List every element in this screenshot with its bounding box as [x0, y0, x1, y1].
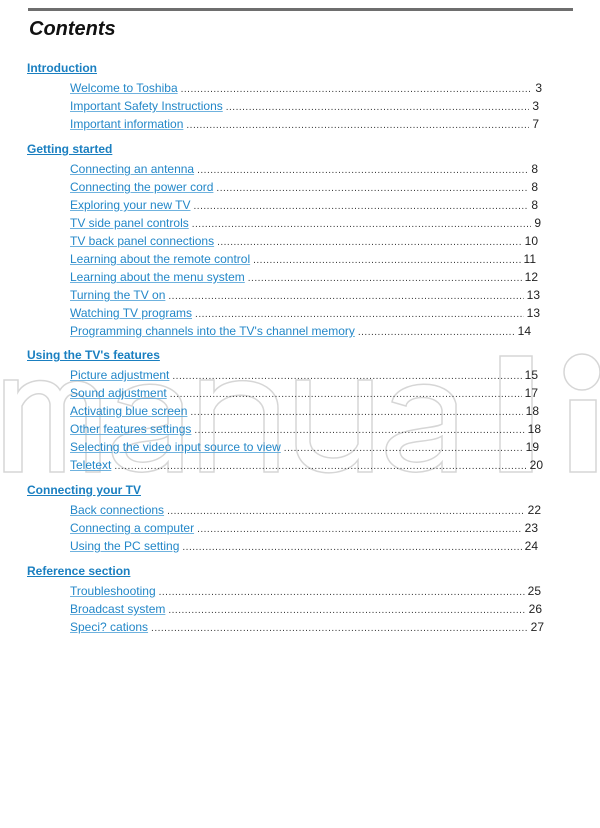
- page-number: 8: [531, 180, 538, 194]
- entry-label[interactable]: Exploring your new TV: [70, 198, 191, 212]
- page-number: 18: [527, 422, 541, 436]
- page-number: 15: [524, 368, 538, 382]
- section-introduction[interactable]: Introduction: [27, 61, 97, 75]
- entry-label[interactable]: Activating blue screen: [70, 404, 188, 418]
- page-number: 10: [524, 234, 538, 248]
- toc-entry[interactable]: [70, 324, 531, 339]
- dot-leader: [358, 327, 515, 338]
- entry-label[interactable]: Connecting the power cord: [70, 180, 214, 194]
- entry-label[interactable]: Back connections: [70, 503, 165, 517]
- dot-leader: [151, 623, 528, 634]
- entry-label[interactable]: Turning the TV on: [70, 288, 166, 302]
- dot-leader: [172, 371, 521, 382]
- top-rule: [28, 8, 573, 11]
- page-number: 8: [531, 198, 538, 212]
- entry-label[interactable]: Programming channels into the TV's channel memory: [70, 324, 355, 338]
- toc-entry[interactable]: [70, 252, 536, 267]
- toc-entry[interactable]: [70, 216, 541, 231]
- page-title: Contents: [29, 18, 116, 40]
- toc-entry[interactable]: [70, 306, 540, 321]
- toc-entry[interactable]: [70, 620, 544, 635]
- entry-label[interactable]: Speci? cations: [70, 620, 149, 634]
- page-number: 25: [527, 584, 541, 598]
- page-number: 9: [534, 216, 541, 230]
- entry-label[interactable]: Learning about the menu system: [70, 270, 245, 284]
- toc-entry[interactable]: [70, 521, 538, 536]
- dot-leader: [168, 605, 525, 616]
- entry-label[interactable]: Learning about the remote control: [70, 252, 251, 266]
- dot-leader: [226, 102, 530, 113]
- section-getting-started[interactable]: Getting started: [27, 142, 113, 156]
- dot-leader: [197, 165, 528, 176]
- page-number: 27: [530, 620, 544, 634]
- dot-leader: [194, 425, 524, 436]
- page-number: 12: [524, 270, 538, 284]
- entry-label[interactable]: Picture adjustment: [70, 368, 170, 382]
- entry-label[interactable]: TV side panel controls: [70, 216, 189, 230]
- dot-leader: [170, 389, 522, 400]
- toc-entry[interactable]: [70, 288, 540, 303]
- entry-label[interactable]: TV back panel connections: [70, 234, 215, 248]
- dot-leader: [186, 120, 529, 131]
- dot-leader: [197, 524, 522, 535]
- toc-entry[interactable]: [70, 198, 538, 213]
- dot-leader: [182, 542, 521, 553]
- dot-leader: [216, 183, 528, 194]
- toc-entry[interactable]: [70, 602, 542, 617]
- section-using-features[interactable]: Using the TV's features: [27, 348, 160, 362]
- toc-entry[interactable]: [70, 270, 538, 285]
- dot-leader: [181, 84, 533, 95]
- page-number: 3: [532, 99, 539, 113]
- toc-entry[interactable]: [70, 404, 539, 419]
- section-connecting-tv[interactable]: Connecting your TV: [27, 483, 141, 497]
- dot-leader: [168, 291, 523, 302]
- page-number: 23: [524, 521, 538, 535]
- dot-leader: [194, 201, 529, 212]
- entry-label[interactable]: Welcome to Toshiba: [70, 81, 178, 95]
- entry-label[interactable]: Other features settings: [70, 422, 192, 436]
- toc-entry[interactable]: [70, 234, 538, 249]
- dot-leader: [159, 587, 525, 598]
- page-number: 19: [525, 440, 539, 454]
- entry-label[interactable]: Sound adjustment: [70, 386, 167, 400]
- toc-entry[interactable]: [70, 422, 541, 437]
- page-number: 17: [524, 386, 538, 400]
- dot-leader: [114, 461, 526, 472]
- page-number: 22: [527, 503, 541, 517]
- toc-entry[interactable]: [70, 584, 541, 599]
- dot-leader: [284, 443, 523, 454]
- page-number: 13: [526, 306, 540, 320]
- page-number: 24: [524, 539, 538, 553]
- dot-leader: [253, 255, 520, 266]
- dot-leader: [190, 407, 522, 418]
- dot-leader: [195, 309, 524, 320]
- page-number: 20: [529, 458, 543, 472]
- entry-label[interactable]: Teletext: [70, 458, 112, 472]
- page-number: 8: [531, 162, 538, 176]
- entry-label[interactable]: Connecting an antenna: [70, 162, 195, 176]
- dot-leader: [248, 273, 522, 284]
- page-number: 3: [535, 81, 542, 95]
- entry-label[interactable]: Important information: [70, 117, 184, 131]
- page-number: 14: [517, 324, 531, 338]
- page-number: 11: [523, 252, 536, 266]
- toc-entry[interactable]: [70, 386, 538, 401]
- page-number: 7: [532, 117, 539, 131]
- toc-entry[interactable]: [70, 117, 539, 132]
- entry-label[interactable]: Important Safety Instructions: [70, 99, 223, 113]
- toc-entry[interactable]: [70, 458, 543, 473]
- entry-label[interactable]: Connecting a computer: [70, 521, 195, 535]
- page-number: 26: [528, 602, 542, 616]
- entry-label[interactable]: Troubleshooting: [70, 584, 156, 598]
- page-number: 18: [525, 404, 539, 418]
- toc-entry[interactable]: [70, 368, 538, 383]
- toc-entry[interactable]: [70, 440, 539, 455]
- toc-entry[interactable]: [70, 99, 539, 114]
- toc-entry[interactable]: [70, 180, 538, 195]
- entry-label[interactable]: Selecting the video input source to view: [70, 440, 281, 454]
- dot-leader: [167, 506, 525, 517]
- entry-label[interactable]: Watching TV programs: [70, 306, 193, 320]
- dot-leader: [217, 237, 522, 248]
- toc-entry[interactable]: [70, 539, 538, 554]
- toc-entry[interactable]: [70, 162, 538, 177]
- page-number: 13: [526, 288, 540, 302]
- dot-leader: [192, 219, 532, 230]
- entry-label[interactable]: Broadcast system: [70, 602, 166, 616]
- section-reference[interactable]: Reference section: [27, 564, 131, 578]
- toc-entry[interactable]: [70, 81, 542, 96]
- entry-label[interactable]: Using the PC setting: [70, 539, 180, 553]
- toc-entry[interactable]: [70, 503, 541, 518]
